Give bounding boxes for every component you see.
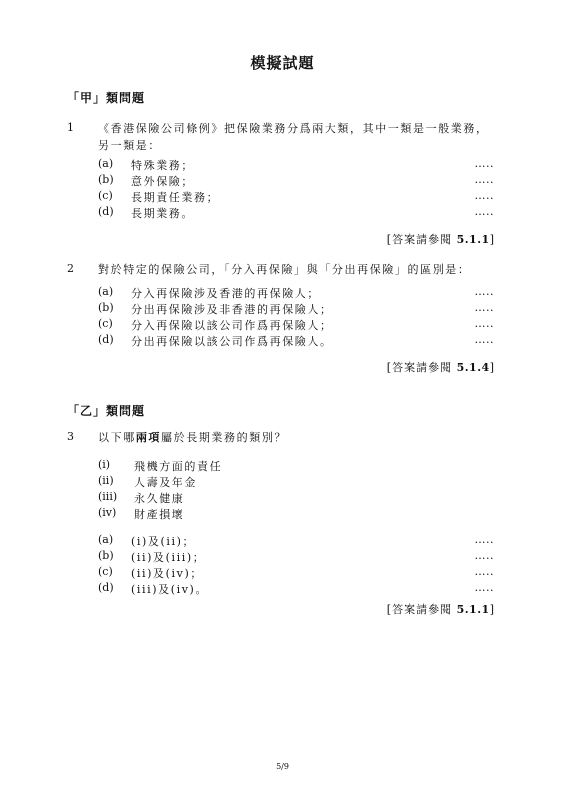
option-label: (c) — [98, 317, 113, 330]
option-text: 意外保險； — [131, 175, 194, 188]
option-label: (a) — [98, 533, 114, 546]
option-label: (b) — [98, 549, 114, 562]
statement-text: 永久健康 — [134, 492, 185, 505]
page-number: 5/9 — [276, 762, 289, 771]
answer-reference-number: 5.1.1 — [456, 233, 490, 246]
question-number: 2 — [67, 262, 74, 275]
answer-reference-suffix: ] — [489, 361, 495, 374]
answer-reference-number: 5.1.1 — [456, 603, 490, 616]
answer-reference-suffix: ] — [489, 603, 495, 616]
question-text-part: 屬於長期業務的類別？ — [161, 431, 288, 444]
option-dots: ….. — [474, 549, 494, 562]
answer-reference-prefix: [答案請參閱 — [386, 603, 457, 616]
option-row — [98, 205, 494, 221]
option-row — [98, 581, 494, 597]
option-text: (ii)及(iii)； — [131, 551, 206, 564]
option-text: 分出再保險以該公司作爲再保險人。 — [131, 335, 333, 348]
option-row — [98, 301, 494, 317]
option-row — [98, 549, 494, 565]
option-row — [98, 333, 494, 349]
statement-label: (iv) — [98, 506, 117, 519]
question-text — [98, 429, 498, 446]
statement-item — [98, 458, 398, 474]
statement-item — [98, 506, 398, 522]
option-label: (b) — [98, 301, 114, 314]
option-text: (ii)及(iv)； — [131, 567, 203, 580]
statement-text: 人壽及年金 — [134, 476, 197, 489]
option-text: 分入再保險以該公司作爲再保險人； — [131, 319, 333, 332]
option-text: 分入再保險涉及香港的再保險人； — [131, 287, 320, 300]
option-dots: ….. — [474, 533, 494, 546]
option-dots: ….. — [474, 565, 494, 578]
option-label: (d) — [98, 333, 114, 346]
option-dots: ….. — [474, 157, 494, 170]
answer-reference-number: 5.1.4 — [456, 361, 490, 374]
option-row — [98, 565, 494, 581]
statement-label: (iii) — [98, 490, 118, 503]
statement-item — [98, 490, 398, 506]
question-text-emphasis: 兩項 — [135, 431, 162, 444]
option-row — [98, 173, 494, 189]
option-dots: ….. — [474, 301, 494, 314]
page-title: 模擬試題 — [250, 54, 315, 72]
option-text: 分出再保險涉及非香港的再保險人； — [131, 303, 333, 316]
option-label: (c) — [98, 189, 113, 202]
statement-label: (i) — [98, 458, 111, 471]
statement-text: 飛機方面的責任 — [134, 460, 223, 473]
option-row — [98, 285, 494, 301]
answer-reference — [387, 231, 495, 247]
option-row — [98, 317, 494, 333]
option-label: (c) — [98, 565, 113, 578]
question-text: 《香港保險公司條例》把保險業務分爲兩大類，其中一類是一般業務，另一類是： — [98, 122, 489, 152]
question-number: 1 — [67, 121, 74, 134]
option-dots: ….. — [474, 333, 494, 346]
option-label: (d) — [98, 581, 114, 594]
option-text: 長期業務。 — [131, 207, 194, 220]
answer-reference — [387, 359, 495, 375]
answer-reference — [387, 601, 495, 617]
option-label: (d) — [98, 205, 114, 218]
option-dots: ….. — [474, 317, 494, 330]
option-dots: ….. — [474, 581, 494, 594]
answer-reference-prefix: [答案請參閱 — [386, 233, 457, 246]
option-dots: ….. — [474, 189, 494, 202]
question-text-part: 以下哪 — [98, 431, 136, 444]
answer-reference-suffix: ] — [489, 233, 495, 246]
statement-label: (ii) — [98, 474, 114, 487]
option-dots: ….. — [474, 285, 494, 298]
option-row — [98, 157, 494, 173]
question-number: 3 — [67, 430, 74, 443]
option-label: (b) — [98, 173, 114, 186]
section-heading-b: 「乙」類問題 — [67, 404, 146, 418]
option-row — [98, 533, 494, 549]
option-text: (i)及(ii)； — [131, 535, 196, 548]
answer-reference-prefix: [答案請參閱 — [386, 361, 457, 374]
section-heading-a: 「甲」類問題 — [67, 91, 146, 105]
option-text: 特殊業務； — [131, 159, 194, 172]
statement-text: 財產損壞 — [134, 508, 185, 521]
statement-item — [98, 474, 398, 490]
option-label: (a) — [98, 285, 114, 298]
option-row — [98, 189, 494, 205]
option-label: (a) — [98, 157, 114, 170]
question-text: 對於特定的保險公司，「分入再保險」與「分出再保險」的區別是： — [98, 263, 471, 276]
option-text: (iii)及(iv)。 — [131, 583, 209, 596]
option-dots: ….. — [474, 205, 494, 218]
option-text: 長期責任業務； — [131, 191, 220, 204]
option-dots: ….. — [474, 173, 494, 186]
